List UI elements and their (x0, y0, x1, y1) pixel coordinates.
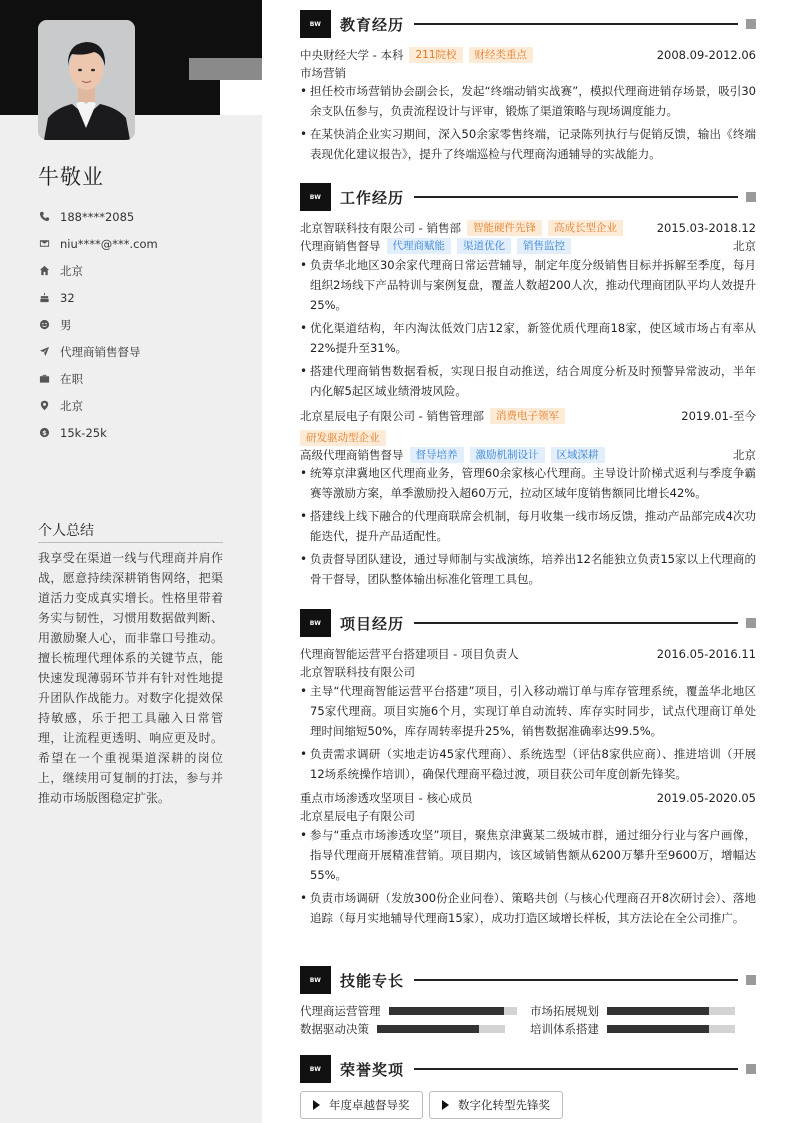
education-bullets (300, 81, 756, 167)
gender-icon (38, 319, 50, 331)
project-company-row (300, 807, 756, 825)
project-bullets (300, 825, 756, 931)
skill-item (530, 1003, 735, 1019)
project-company: 北京星辰电子有限公司 (300, 809, 415, 823)
skill-bar (389, 1007, 517, 1015)
position-text: 代理商销售督导 (60, 344, 141, 359)
decorative-bar (189, 58, 262, 80)
project-name: 代理商智能运营平台搭建项目 - 项目负责人 (300, 647, 519, 661)
section-divider (414, 23, 738, 25)
bullet-item: • 在某快消企业实习期间，深入50余家零售终端，记录陈列执行与促销反馈，输出《终端表现优化建议报告》，提升了终端巡检与代理商沟通辅导的实战能力。 (300, 124, 756, 164)
skill-item (530, 1021, 735, 1037)
job-company-row (300, 407, 756, 425)
section-square-icon (746, 618, 756, 628)
bullet-item: • 统筹京津冀地区代理商业务，管理60余家核心代理商。主导设计阶梯式返利与季度争霸赛等激励方案，单季激励投入超60万元，拉动区域年度销售额同比增长42%。 (300, 463, 756, 503)
section-badge-icon: BW (300, 10, 331, 38)
city: 北京 (733, 448, 756, 462)
info-salary (38, 419, 248, 446)
info-email (38, 230, 248, 257)
section-badge-icon: BW (300, 966, 331, 994)
project-bullets (300, 681, 756, 787)
section-title: 技能专长 (340, 971, 405, 990)
tag: 区域深耕 (551, 447, 605, 463)
salary-text: 15k-25k (60, 425, 107, 440)
tag: 消费电子领军 (490, 408, 565, 424)
award-name: 年度卓越督导奖 (329, 1098, 410, 1112)
section-title: 项目经历 (340, 614, 405, 633)
job-bullets (300, 255, 756, 404)
major: 市场营销 (300, 66, 346, 80)
home-text: 北京 (60, 263, 83, 278)
decorative-block (220, 80, 262, 115)
gender-text: 男 (60, 317, 72, 332)
info-location (38, 392, 248, 419)
tag: 督导培养 (410, 447, 464, 463)
skill-item (300, 1021, 505, 1037)
info-phone (38, 203, 248, 230)
info-position (38, 338, 248, 365)
section-badge-icon: BW (300, 1055, 331, 1083)
company-name: 北京智联科技有限公司 - 销售部 (300, 221, 461, 235)
tag: 研发驱动型企业 (300, 430, 386, 446)
skill-bar (377, 1025, 505, 1033)
section-title: 工作经历 (340, 188, 405, 207)
project-name: 重点市场渗透攻坚项目 - 核心成员 (300, 791, 473, 805)
salary-icon (38, 427, 50, 439)
location-pin-icon (38, 400, 50, 412)
section-divider (414, 622, 738, 624)
project-row (300, 789, 756, 807)
award-name: 数字化转型先锋奖 (458, 1098, 550, 1112)
education-row (300, 46, 756, 64)
school-name: 中央财经大学 - 本科 (300, 48, 404, 62)
skill-name: 数据驱动决策 (300, 1022, 369, 1036)
bullet-item: • 担任校市场营销协会副会长，发起“终端动销实战赛”，模拟代理商进销存场景，吸引30余支队伍参与，负责流程设计与评审，锻炼了渠道策略与现场调度能力。 (300, 81, 756, 121)
summary-title: 个人总结 (38, 520, 223, 543)
skill-item (300, 1003, 517, 1019)
skill-bar-fill (607, 1025, 709, 1033)
skill-bar-fill (389, 1007, 504, 1015)
email-icon (38, 238, 50, 250)
role-name: 高级代理商销售督导 (300, 448, 404, 462)
award-badge (429, 1091, 563, 1119)
location-text: 北京 (60, 398, 83, 413)
project-company: 北京智联科技有限公司 (300, 665, 415, 679)
bullet-item: • 负责华北地区30余家代理商日常运营辅导，制定年度分级销售目标并拆解至季度，每月组织2场线下产品特训与案例复盘，覆盖人数超200人次，推动代理商团队平均人效提升25%。 (300, 255, 756, 315)
age-icon (38, 292, 50, 304)
tag: 激励机制设计 (470, 447, 545, 463)
skill-bar-fill (607, 1007, 709, 1015)
bullet-item: • 搭建代理商销售数据看板，实现日报自动推送，结合周度分析及时预警异常波动，半年内化解5起区域业绩滑坡风险。 (300, 361, 756, 401)
section-skills-header (300, 966, 756, 994)
profile-photo (38, 20, 135, 140)
home-icon (38, 265, 50, 277)
award-badge (300, 1091, 423, 1119)
section-work-header (300, 183, 756, 211)
section-awards-header (300, 1055, 756, 1083)
project-row (300, 645, 756, 663)
section-title: 荣誉奖项 (340, 1060, 405, 1079)
job-bullets (300, 463, 756, 592)
summary-text: 我享受在渠道一线与代理商并肩作战，愿意持续深耕销售网络，把渠道活力变成真实增长。性格里带着务实与韧性，习惯用数据做判断、用激励聚人心，而非靠口号推动。擅长梳理代理体系的关键节点，能快速发现薄弱环节并有针对性地提升团队作战能力。对数字化提效保持敏感，乐于把工具融入日常管理，让流程更透明、响应更及时。希望在一个重视渠道深耕的岗位上，继续用可复制的打法，参与并推动市场版图稳定扩张。 (38, 551, 223, 805)
info-gender (38, 311, 248, 338)
play-triangle-icon (313, 1100, 320, 1110)
skill-name: 代理商运营管理 (300, 1004, 381, 1018)
bullet-item: • 优化渠道结构，年内淘汰低效门店12家，新签优质代理商18家，使区域市场占有率从22%提升至31%。 (300, 318, 756, 358)
section-education-header (300, 10, 756, 38)
section-title: 教育经历 (340, 15, 405, 34)
job-company-tag-row (300, 429, 756, 447)
phone-icon (38, 211, 50, 223)
date: 2008.09-2012.06 (656, 48, 756, 62)
tag: 代理商赋能 (387, 238, 452, 254)
info-home (38, 257, 248, 284)
briefcase-icon (38, 373, 50, 385)
svg-text:$: $ (41, 428, 47, 437)
section-projects-header (300, 609, 756, 637)
tag: 销售监控 (517, 238, 571, 254)
job-role-row (300, 237, 756, 255)
job-company-row (300, 219, 756, 237)
major-row (300, 64, 756, 82)
tag: 渠道优化 (457, 238, 511, 254)
date: 2019.05-2020.05 (656, 791, 756, 805)
tag: 智能硬件先锋 (467, 220, 542, 236)
phone-text: 188****2085 (60, 209, 135, 224)
date: 2019.01-至今 (681, 409, 756, 423)
section-divider (414, 979, 738, 981)
bullet-item: • 负责需求调研（实地走访45家代理商）、系统选型（评估8家供应商）、推进培训（开展12场系统操作培训），确保代理商平稳过渡，项目获公司年度创新先锋奖。 (300, 744, 756, 784)
section-badge-icon: BW (300, 609, 331, 637)
sidebar (0, 0, 262, 1123)
play-triangle-icon (442, 1100, 449, 1110)
info-age (38, 284, 248, 311)
section-square-icon (746, 975, 756, 985)
skill-bar (607, 1007, 735, 1015)
tag: 高成长型企业 (548, 220, 623, 236)
city: 北京 (733, 239, 756, 253)
skill-name: 市场拓展规划 (530, 1004, 599, 1018)
skill-name: 培训体系搭建 (530, 1022, 599, 1036)
bullet-item: • 参与“重点市场渗透攻坚”项目，聚焦京津冀某二级城市群，通过细分行业与客户画像，指导代理商开展精准营销。项目期内，该区域销售额从6200万攀升至9600万，增幅达55%。 (300, 825, 756, 885)
email-text: niu****@***.com (60, 236, 158, 251)
bullet-item: • 负责督导团队建设，通过导师制与实战演练，培养出12名能独立负责15家以上代理商的骨干督导，团队整体输出标准化管理工具包。 (300, 549, 756, 589)
skill-bar-fill (377, 1025, 479, 1033)
tag: 财经类重点 (469, 47, 534, 63)
skill-bar (607, 1025, 735, 1033)
status-text: 在职 (60, 371, 83, 386)
date: 2016.05-2016.11 (656, 647, 756, 661)
section-square-icon (746, 192, 756, 202)
bullet-item: • 搭建线上线下融合的代理商联席会机制，每月收集一线市场反馈，推动产品部完成4次功能迭代，提升产品适配性。 (300, 506, 756, 546)
date: 2015.03-2018.12 (656, 221, 756, 235)
section-divider (414, 1068, 738, 1070)
send-icon (38, 346, 50, 358)
section-square-icon (746, 19, 756, 29)
contact-info (38, 203, 248, 446)
section-divider (414, 196, 738, 198)
tag: 211院校 (409, 47, 462, 63)
bullet-item: • 负责市场调研（发放300份企业问卷）、策略共创（与核心代理商召开8次研讨会）、落地追踪（每月实地辅导代理商15家），成功打造区域增长样板，其方法论在全公司推广。 (300, 888, 756, 928)
age-text: 32 (60, 290, 75, 305)
company-name: 北京星辰电子有限公司 - 销售管理部 (300, 409, 484, 423)
project-company-row (300, 663, 756, 681)
info-status (38, 365, 248, 392)
bullet-item: • 主导“代理商智能运营平台搭建”项目，引入移动端订单与库存管理系统，覆盖华北地区75家代理商。项目实施6个月，实现订单自动流转、库存实时同步，试点代理商订单处理时间缩短50%，库存周转率提升25%，销售数据准确率达99.5%。 (300, 681, 756, 741)
role-name: 代理商销售督导 (300, 239, 381, 253)
section-badge-icon: BW (300, 183, 331, 211)
job-role-row (300, 446, 756, 464)
section-square-icon (746, 1064, 756, 1074)
candidate-name: 牛敬业 (38, 165, 104, 189)
